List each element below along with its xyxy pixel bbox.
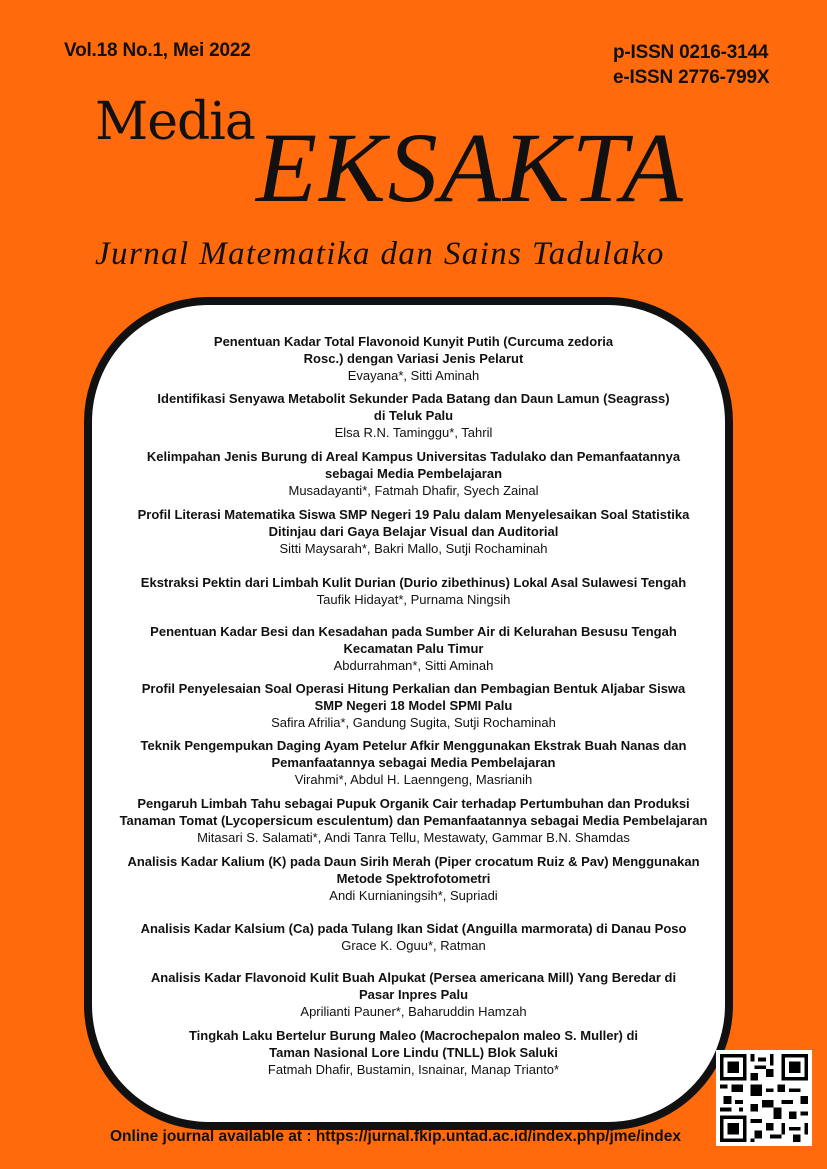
article-entry — [84, 1027, 743, 1078]
article-title: Identifikasi Senyawa Metabolit Sekunder Pada Batang dan Daun Lamun (Seagrass) di Teluk Palu — [157, 391, 670, 423]
article-authors: Andi Kurnianingsih*, Supriadi — [329, 888, 498, 903]
online-journal-text: Online journal available at : https://jurnal.fkip.untad.ac.id/index.php/jme/index — [109, 1128, 681, 1145]
article-authors: Evayana*, Sitti Aminah — [347, 368, 480, 383]
online-journal-link[interactable] — [0, 1128, 827, 1146]
article-authors: Musadayanti*, Fatmah Dhafir, Syech Zainal — [288, 483, 539, 498]
article-entry — [84, 506, 743, 557]
article-title: Ekstraksi Pektin dari Limbah Kulit Durian (Durio zibethinus) Lokal Asal Sulawesi Tengah — [140, 575, 687, 590]
journal-subtitle: Jurnal Matematika dan Sains Tadulako — [95, 236, 665, 272]
article-title: Analisis Kadar Flavonoid Kulit Buah Alpukat (Persea americana Mill) Yang Beredar di Pasar Inpres Palu — [150, 970, 677, 1002]
article-entry — [84, 853, 743, 904]
article-entry — [84, 333, 743, 384]
article-title: Penentuan Kadar Total Flavonoid Kunyit Putih (Curcuma zedoria Rosc.) dengan Variasi Jenis Pelarut — [213, 334, 614, 366]
article-title: Pengaruh Limbah Tahu sebagai Pupuk Organik Cair terhadap Pertumbuhan dan Produksi Tanaman Tomat (Lycopersicum esculentum) dan Pemanfaatannya sebagai Media Pembelajaran — [119, 796, 708, 828]
article-title: Tingkah Laku Bertelur Burung Maleo (Macrochepalon maleo S. Muller) di Taman Nasional Lore Lindu (TNLL) Blok Saluki — [188, 1028, 639, 1060]
article-entry — [84, 795, 743, 846]
article-authors: Taufik Hidayat*, Purnama Ningsih — [316, 592, 511, 607]
article-title: Analisis Kadar Kalium (K) pada Daun Sirih Merah (Piper crocatum Ruiz & Pav) Menggunakan Metode Spektrofotometri — [127, 854, 700, 886]
article-authors: Mitasari S. Salamati*, Andi Tanra Tellu, Mestawaty, Gammar B.N. Shamdas — [197, 830, 630, 845]
article-entry — [84, 390, 743, 441]
article-authors: Aprilianti Pauner*, Baharuddin Hamzah — [300, 1004, 527, 1019]
article-title: Profil Penyelesaian Soal Operasi Hitung Perkalian dan Pembagian Bentuk Aljabar Siswa SMP Negeri 18 Model SPMI Palu — [141, 681, 686, 713]
e-issn: e-ISSN 2776-799X — [613, 67, 770, 88]
article-entry — [84, 448, 743, 499]
article-entry — [84, 969, 743, 1020]
article-authors: Abdurrahman*, Sitti Aminah — [333, 658, 494, 673]
article-entry — [84, 574, 743, 608]
article-authors: Safira Afrilia*, Gandung Sugita, Sutji Rochaminah — [271, 715, 556, 730]
issn-block — [613, 40, 769, 90]
article-title: Penentuan Kadar Besi dan Kesadahan pada Sumber Air di Kelurahan Besusu Tengah Kecamatan Palu Timur — [150, 624, 677, 656]
p-issn: p-ISSN 0216-3144 — [613, 42, 769, 63]
article-authors: Sitti Maysarah*, Bakri Mallo, Sutji Rochaminah — [279, 541, 548, 556]
article-authors: Elsa R.N. Taminggu*, Tahril — [334, 425, 493, 440]
article-authors: Fatmah Dhafir, Bustamin, Isnainar, Manap Trianto* — [267, 1062, 560, 1077]
qr-code-icon — [716, 1050, 812, 1146]
article-title: Analisis Kadar Kalsium (Ca) pada Tulang Ikan Sidat (Anguilla marmorata) di Danau Poso — [140, 921, 687, 936]
article-title: Profil Literasi Matematika Siswa SMP Negeri 19 Palu dalam Menyelesaikan Soal Statistika Ditinjau dari Gaya Belajar Visual dan Auditorial — [137, 507, 690, 539]
article-entry — [84, 680, 743, 731]
article-title: Kelimpahan Jenis Burung di Areal Kampus Universitas Tadulako dan Pemanfaatannya sebagai Media Pembelajaran — [146, 449, 681, 481]
article-entry — [84, 920, 743, 954]
article-authors: Virahmi*, Abdul H. Laenngeng, Masrianih — [294, 772, 533, 787]
article-entry — [84, 623, 743, 674]
volume-label: Vol.18 No.1, Mei 2022 — [64, 40, 251, 61]
article-authors: Grace K. Oguu*, Ratman — [341, 938, 486, 953]
masthead-eksakta: EKSAKTA — [256, 112, 685, 223]
article-title: Teknik Pengempukan Daging Ayam Petelur Afkir Menggunakan Ekstrak Buah Nanas dan Pemanfaatannya sebagai Media Pembelajaran — [140, 738, 687, 770]
masthead-media: Media — [95, 92, 255, 152]
article-entry — [84, 737, 743, 788]
